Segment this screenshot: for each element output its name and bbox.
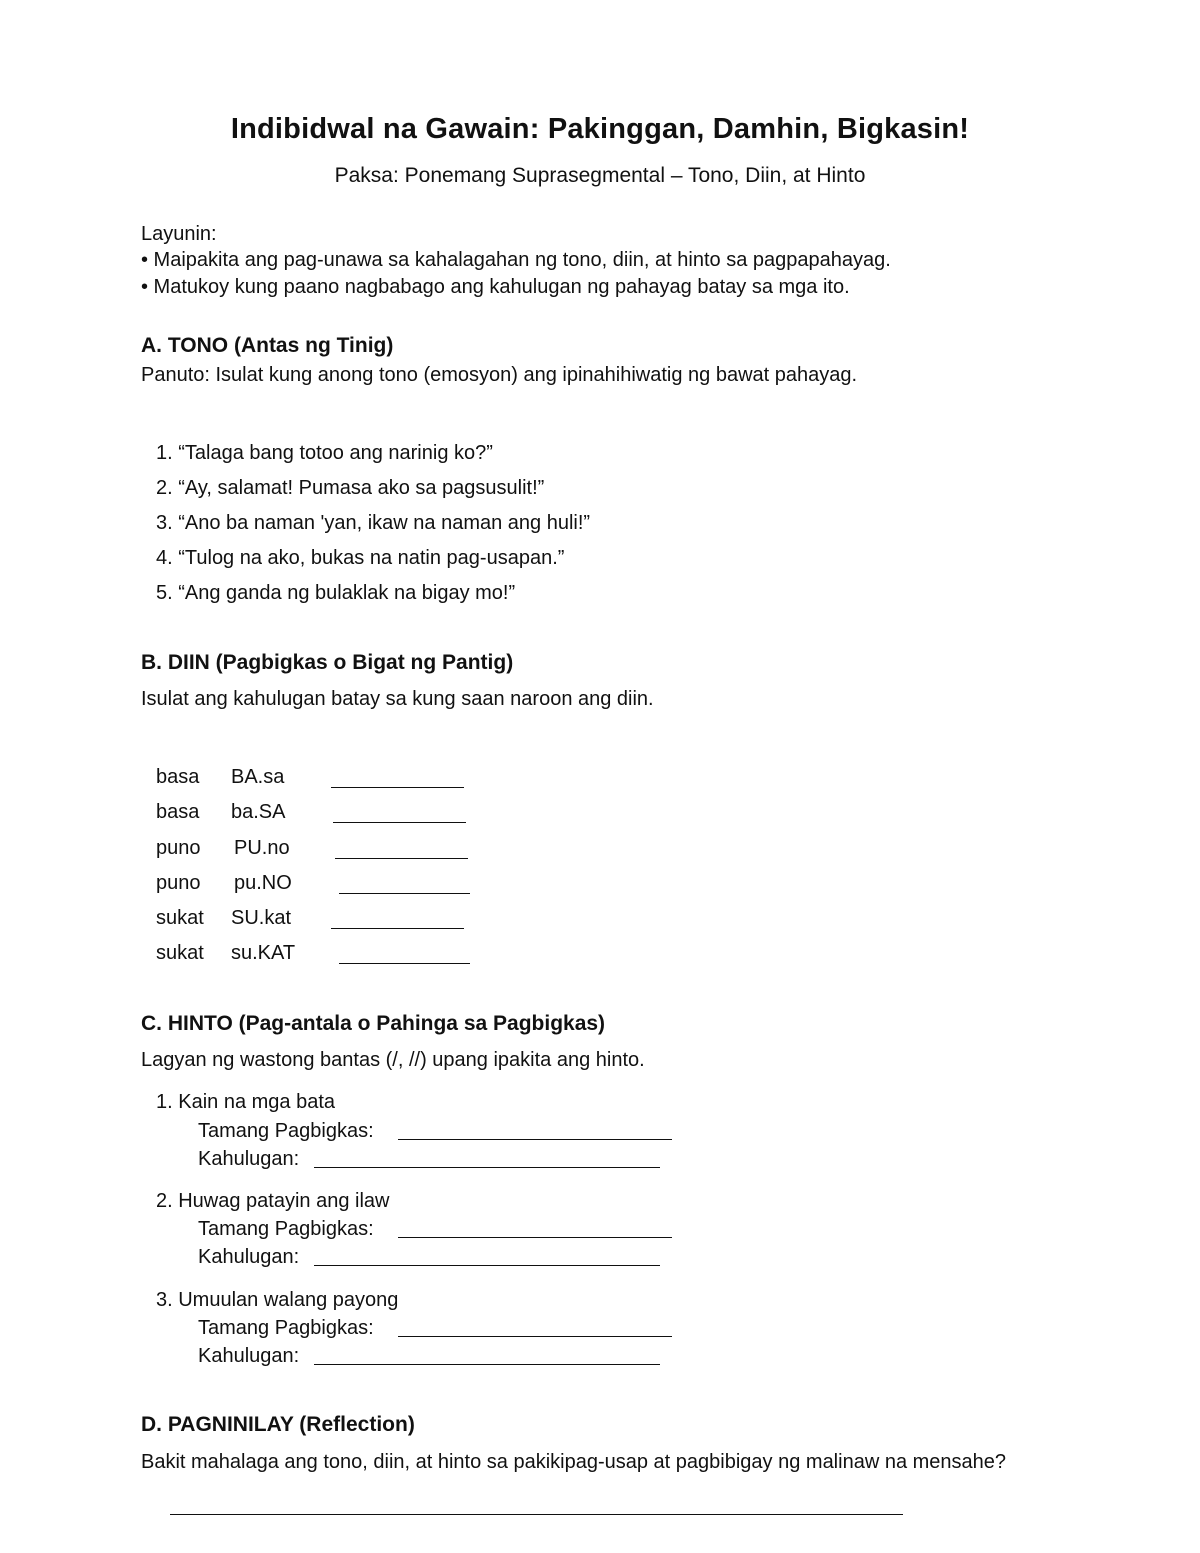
hinto-item: 2. Huwag patayin ang ilaw [156,1190,390,1212]
objectives-label: Layunin: [141,223,217,245]
section-b-heading: B. DIIN (Pagbigkas o Bigat ng Pantig) [141,651,514,674]
diin-answer-line[interactable] [333,822,466,823]
section-c-heading: C. HINTO (Pag-antala o Pahinga sa Pagbigkas) [141,1012,606,1035]
tono-item: 3. “Ano ba naman 'yan, ikaw na naman ang huli!” [156,512,591,534]
section-b-instruction: Isulat ang kahulugan batay sa kung saan naroon ang diin. [141,688,654,710]
meaning-label: Kahulugan: [198,1246,300,1268]
section-d-heading: D. PAGNINILAY (Reflection) [141,1413,415,1436]
section-a-instruction: Panuto: Isulat kung anong tono (emosyon) ang ipinahihiwatig ng bawat pahayag. [141,364,858,386]
section-a-heading: A. TONO (Antas ng Tinig) [141,334,394,357]
tono-item: 1. “Talaga bang totoo ang narinig ko?” [156,442,493,464]
diin-answer-line[interactable] [339,893,470,894]
diin-word: puno [156,837,201,859]
meaning-answer-line[interactable] [314,1167,660,1168]
meaning-label: Kahulugan: [198,1345,300,1367]
pronunciation-label: Tamang Pagbigkas: [198,1218,374,1240]
diin-answer-line[interactable] [331,928,464,929]
page-title: Indibidwal na Gawain: Pakinggan, Damhin, Bigkasin! [230,113,970,145]
diin-syllable: SU.kat [231,907,292,929]
diin-word: sukat [156,907,204,929]
diin-answer-line[interactable] [331,787,464,788]
objective-item: • Matukoy kung paano nagbabago ang kahulugan ng pahayag batay sa mga ito. [141,276,850,298]
hinto-item: 1. Kain na mga bata [156,1091,336,1113]
meaning-answer-line[interactable] [314,1265,660,1266]
pronunciation-answer-line[interactable] [398,1336,672,1337]
reflection-answer-line[interactable] [170,1514,903,1515]
section-c-instruction: Lagyan ng wastong bantas (/, //) upang ipakita ang hinto. [141,1049,645,1071]
diin-word: basa [156,766,200,788]
diin-syllable: pu.NO [234,872,292,894]
tono-item: 4. “Tulog na ako, bukas na natin pag-usapan.” [156,547,565,569]
tono-item: 2. “Ay, salamat! Pumasa ako sa pagsusulit!” [156,477,545,499]
diin-syllable: BA.sa [231,766,285,788]
tono-item: 5. “Ang ganda ng bulaklak na bigay mo!” [156,582,516,604]
diin-syllable: PU.no [234,837,290,859]
diin-syllable: ba.SA [231,801,286,823]
meaning-answer-line[interactable] [314,1364,660,1365]
diin-answer-line[interactable] [335,858,468,859]
pronunciation-answer-line[interactable] [398,1237,672,1238]
diin-word: puno [156,872,201,894]
pronunciation-label: Tamang Pagbigkas: [198,1120,374,1142]
section-d-question: Bakit mahalaga ang tono, diin, at hinto sa pakikipag-usap at pagbibigay ng malinaw na mensahe? [141,1451,1007,1473]
pronunciation-answer-line[interactable] [398,1139,672,1140]
meaning-label: Kahulugan: [198,1148,300,1170]
hinto-item: 3. Umuulan walang payong [156,1289,399,1311]
diin-syllable: su.KAT [231,942,296,964]
diin-word: basa [156,801,200,823]
diin-word: sukat [156,942,204,964]
objective-item: • Maipakita ang pag-unawa sa kahalagahan ng tono, diin, at hinto sa pagpapahayag. [141,249,891,271]
diin-answer-line[interactable] [339,963,470,964]
pronunciation-label: Tamang Pagbigkas: [198,1317,374,1339]
page-subtitle: Paksa: Ponemang Suprasegmental – Tono, Diin, at Hinto [334,164,866,187]
